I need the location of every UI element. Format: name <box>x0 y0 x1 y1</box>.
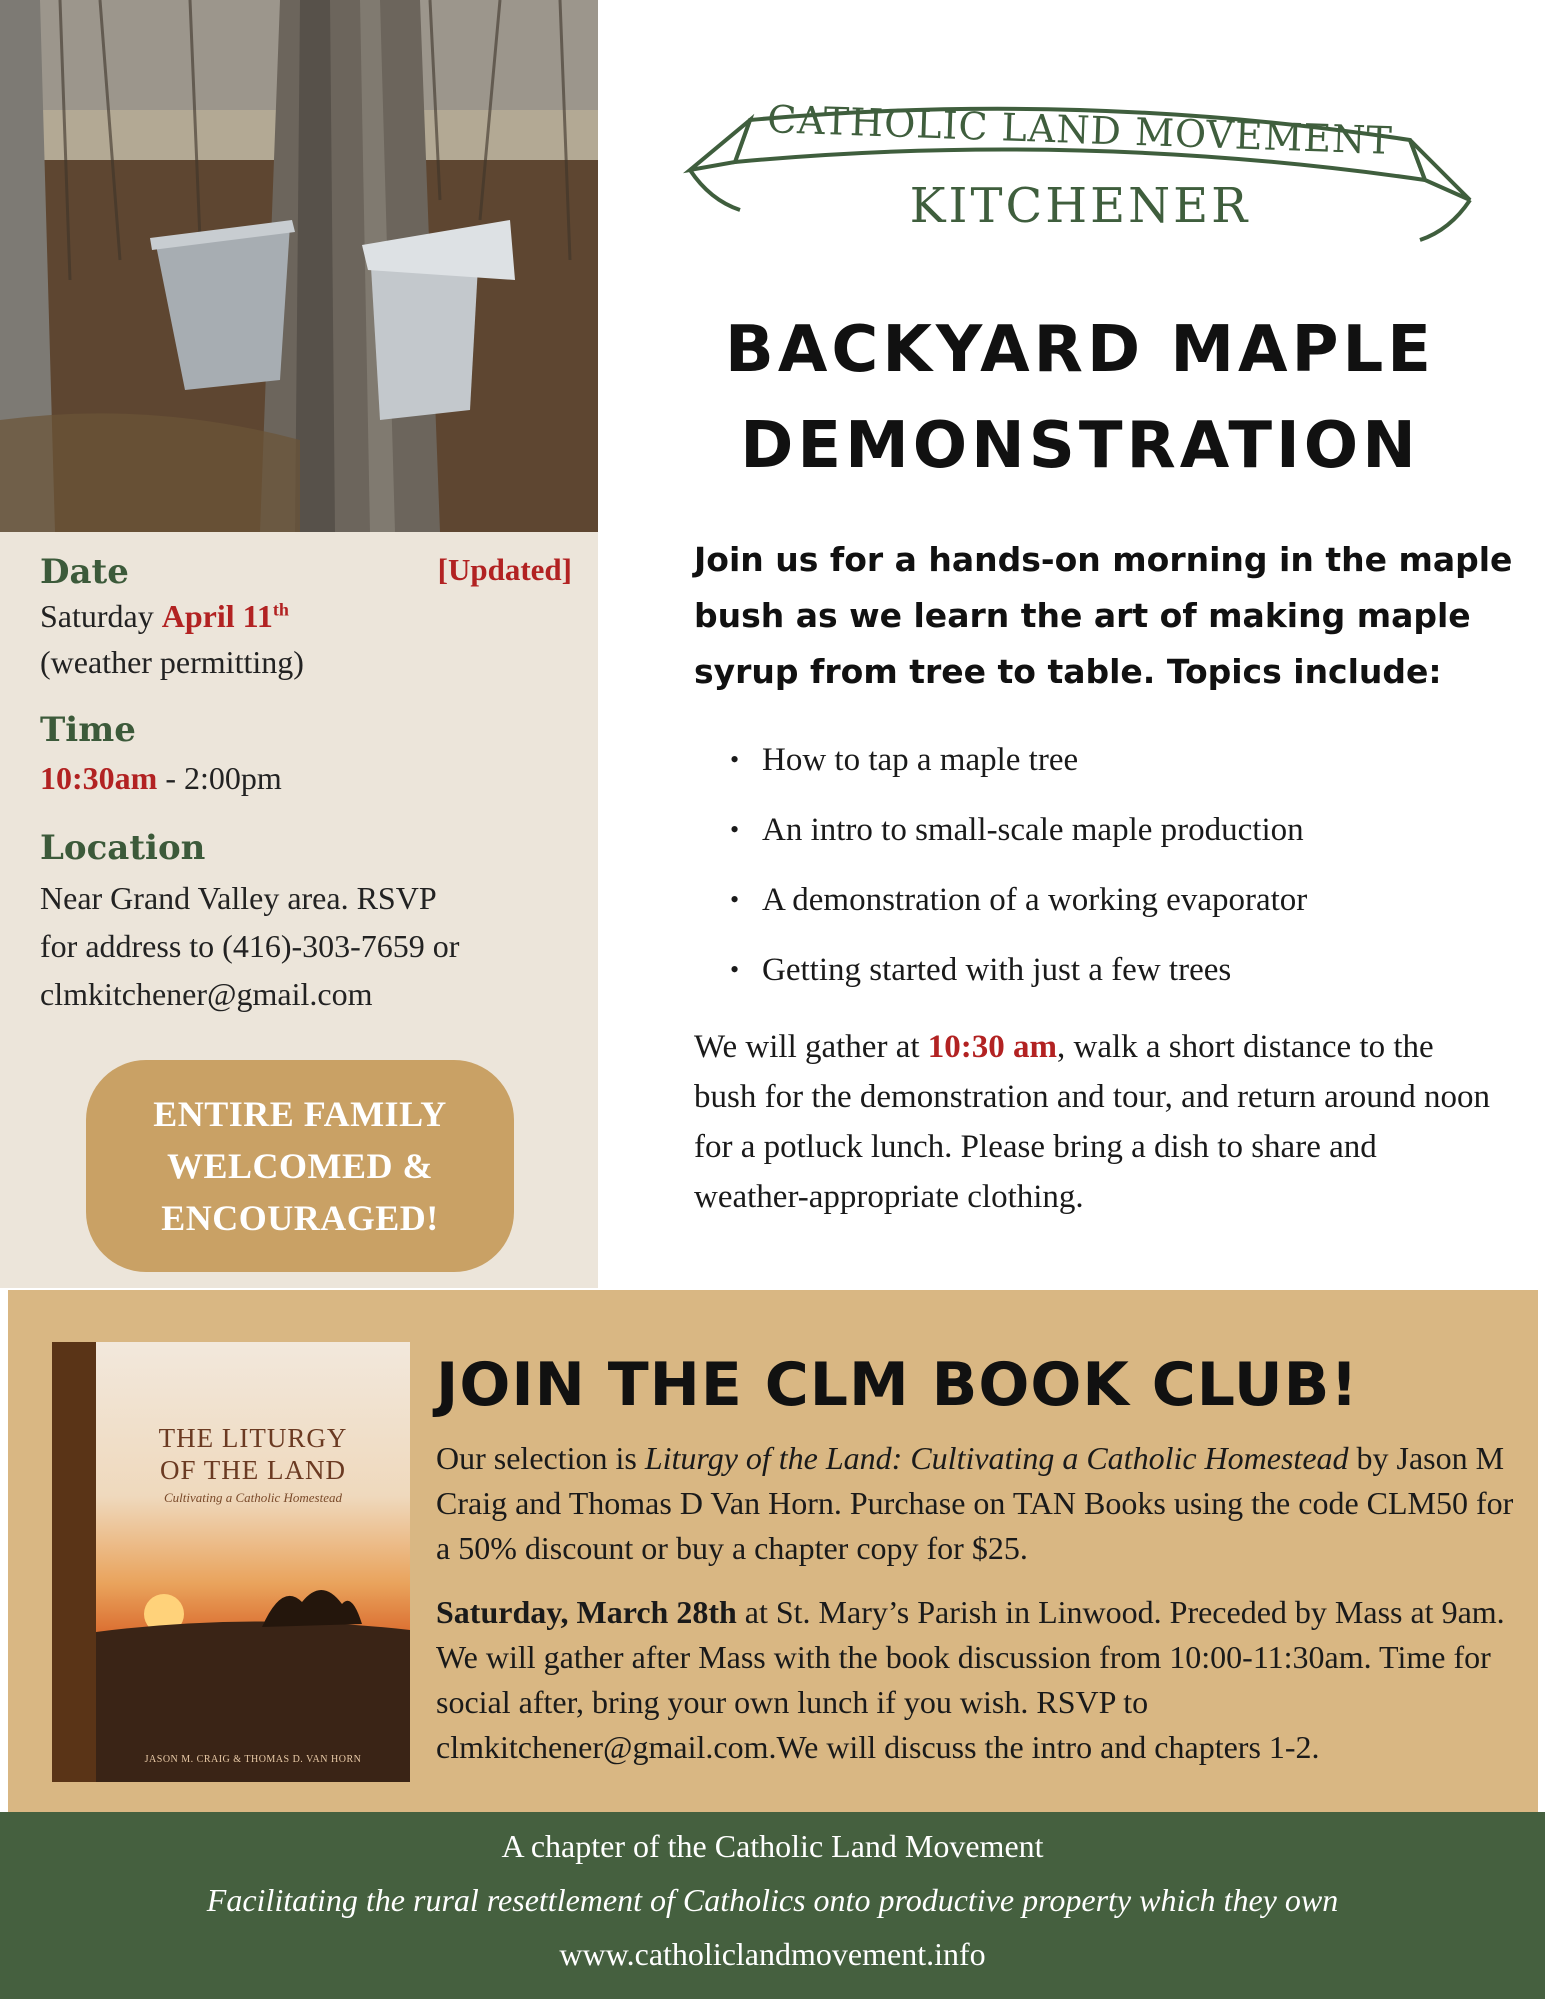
gather-after: , walk a short distance to the bush for the demonstration and tour, and return around noon for a potluck lunch. Please bring a dish to share and weather-appropriate clothing. <box>694 1029 1490 1215</box>
topic-item <box>730 738 1307 808</box>
maple-photo-illustration <box>0 0 598 532</box>
logo-chapter: KITCHENER <box>909 178 1251 234</box>
location-label: Location <box>40 828 206 868</box>
book-p1-before: Our selection is <box>436 1440 645 1476</box>
book-cover-image <box>52 1342 410 1782</box>
date-label: Date <box>40 552 129 592</box>
bullet-icon: • <box>730 885 740 914</box>
time-start: 10:30am <box>40 760 158 796</box>
book-cover-title: THE LITURGY OF THE LAND <box>158 1423 348 1485</box>
book-meeting-paragraph <box>436 1590 1526 1770</box>
bullet-icon: • <box>730 955 740 984</box>
topics-list <box>730 738 1307 1018</box>
topic-text: A demonstration of a working evaporator <box>762 882 1308 918</box>
book-p2-after: at St. Mary’s Parish in Linwood. Preceded by Mass at 9am. We will gather after Mass with the book discussion from 10:00-11:30am. Time for social after, bring your own lunch if you wish. RSVP to clmkitchener@gmail.com.We will discuss the intro and chapters 1-2. <box>436 1594 1505 1765</box>
updated-tag: [Updated] <box>437 552 572 587</box>
bullet-icon: • <box>730 815 740 844</box>
book-meeting-date: Saturday, March 28th <box>436 1594 737 1630</box>
gather-before: We will gather at <box>694 1029 928 1065</box>
date-prefix: Saturday <box>40 598 154 634</box>
topic-item <box>730 808 1307 878</box>
bullet-icon: • <box>730 745 740 774</box>
topic-item <box>730 878 1307 948</box>
date-suffix: th <box>272 599 289 620</box>
time-end: - 2:00pm <box>157 760 282 796</box>
family-welcome-badge <box>86 1060 514 1272</box>
logo-organization: CATHOLIC LAND MOVEMENT <box>766 97 1394 163</box>
footer-chapter-line: A chapter of the Catholic Land Movement <box>501 1828 1044 1864</box>
family-badge-text: ENTIRE FAMILY WELCOMED & ENCOURAGED! <box>153 1093 447 1239</box>
book-club-heading: JOIN THE CLM BOOK CLUB! <box>436 1350 1359 1420</box>
topic-text: How to tap a maple tree <box>762 742 1079 778</box>
book-cover-authors: JASON M. CRAIG & THOMAS D. VAN HORN <box>144 1754 362 1765</box>
book-cover-face <box>96 1342 410 1782</box>
event-title: BACKYARD MAPLE DEMONSTRATION <box>725 313 1435 483</box>
date-note: (weather permitting) <box>40 644 304 680</box>
date-value: April 11 <box>161 598 273 634</box>
topic-text: Getting started with just a few trees <box>762 952 1232 988</box>
topic-item <box>730 948 1307 1018</box>
book-selection-paragraph <box>436 1436 1526 1571</box>
location-line-2: for address to (416)-303-7659 or <box>40 928 460 964</box>
book-cover-subtitle: Cultivating a Catholic Homestead <box>163 1490 342 1505</box>
topic-text: An intro to small-scale maple production <box>762 812 1304 848</box>
clm-kitchener-logo <box>680 97 1480 250</box>
location-email[interactable]: clmkitchener@gmail.com <box>40 976 373 1012</box>
event-intro: Join us for a hands-on morning in the maple bush as we learn the art of making maple syrup from tree to table. Topics include: <box>694 540 1513 691</box>
gather-time: 10:30 am <box>927 1029 1057 1065</box>
time-line <box>40 760 282 797</box>
maple-sap-buckets-photo <box>0 0 598 532</box>
footer-website-link[interactable]: www.catholiclandmovement.info <box>559 1936 986 1972</box>
book-title-italic: Liturgy of the Land: Cultivating a Catholic Homestead <box>644 1440 1349 1476</box>
time-label: Time <box>40 710 136 750</box>
date-line <box>40 598 289 635</box>
footer <box>0 1812 1545 1999</box>
location-line-1: Near Grand Valley area. RSVP <box>40 880 437 916</box>
footer-mission-line: Facilitating the rural resettlement of Catholics onto productive property which they own <box>206 1882 1339 1918</box>
gathering-details <box>694 1022 1494 1222</box>
book-p1-after: by Jason M Craig and Thomas D Van Horn. Purchase on TAN Books using the code CLM50 for a 50% discount or buy a chapter copy for $25. <box>436 1440 1514 1566</box>
